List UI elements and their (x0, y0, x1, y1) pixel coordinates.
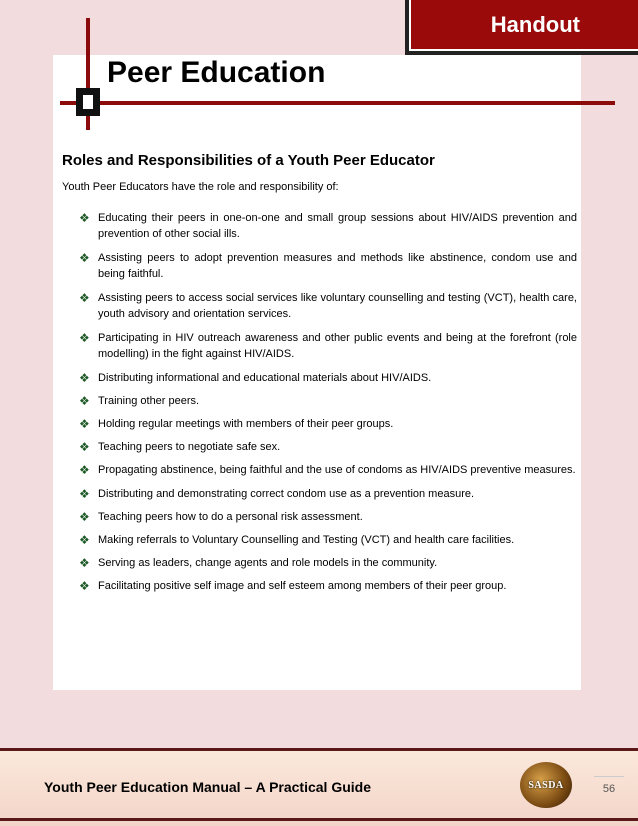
decorative-horizontal-line (60, 101, 615, 105)
diamond-bullet-icon: ❖ (79, 291, 90, 305)
diamond-bullet-icon: ❖ (79, 371, 90, 385)
list-item (79, 532, 577, 548)
footer-bottom-rule (0, 818, 638, 821)
list-item (79, 370, 577, 386)
handout-label: Handout (409, 0, 638, 51)
list-item-text: Distributing informational and educational materials about HIV/AIDS. (98, 372, 432, 384)
list-item (79, 290, 577, 322)
list-item-text: Assisting peers to access social services like voluntary counselling and testing (VCT), health care, youth advisory and orientation services. (98, 292, 577, 320)
list-item-text: Serving as leaders, change agents and role models in the community. (98, 557, 438, 569)
diamond-bullet-icon: ❖ (79, 510, 90, 524)
list-item-text: Making referrals to Voluntary Counselling and Testing (VCT) and health care facilities. (98, 534, 515, 546)
footer-top-rule (0, 748, 638, 751)
diamond-bullet-icon: ❖ (79, 579, 90, 593)
list-item-text: Propagating abstinence, being faithful and the use of condoms as HIV/AIDS preventive measures. (98, 464, 576, 476)
diamond-bullet-icon: ❖ (79, 417, 90, 431)
list-item-text: Holding regular meetings with members of their peer groups. (98, 418, 394, 430)
list-item-text: Participating in HIV outreach awareness and other public events and being at the forefront (role modelling) in the fight against HIV/AIDS. (98, 332, 577, 360)
list-item (79, 250, 577, 282)
diamond-bullet-icon: ❖ (79, 556, 90, 570)
list-item-text: Distributing and demonstrating correct condom use as a prevention measure. (98, 488, 475, 500)
diamond-bullet-icon: ❖ (79, 463, 90, 477)
list-item (79, 416, 577, 432)
corner-square-icon (76, 88, 100, 116)
list-item (79, 486, 577, 502)
diamond-bullet-icon: ❖ (79, 487, 90, 501)
diamond-bullet-icon: ❖ (79, 394, 90, 408)
list-item (79, 555, 577, 571)
list-item (79, 210, 577, 242)
list-item (79, 393, 577, 409)
intro-text: Youth Peer Educators have the role and responsibility of: (62, 181, 339, 193)
diamond-bullet-icon: ❖ (79, 211, 90, 225)
responsibilities-list (79, 210, 577, 601)
diamond-bullet-icon: ❖ (79, 251, 90, 265)
list-item (79, 462, 577, 478)
page-number: 56 (594, 776, 624, 795)
list-item-text: Facilitating positive self image and self esteem among members of their peer group. (98, 580, 507, 592)
diamond-bullet-icon: ❖ (79, 331, 90, 345)
logo-text: SASDA (528, 779, 564, 791)
list-item-text: Assisting peers to adopt prevention measures and methods like abstinence, condom use and being faithful. (98, 252, 577, 280)
section-heading: Roles and Responsibilities of a Youth Peer Educator (62, 152, 435, 169)
list-item (79, 578, 577, 594)
list-item-text: Teaching peers to negotiate safe sex. (98, 441, 281, 453)
diamond-bullet-icon: ❖ (79, 440, 90, 454)
list-item-text: Educating their peers in one-on-one and small group sessions about HIV/AIDS prevention and prevention of other social ills. (98, 212, 577, 240)
footer-title: Youth Peer Education Manual – A Practical Guide (44, 779, 371, 795)
list-item (79, 330, 577, 362)
handout-tab (405, 0, 638, 55)
list-item (79, 439, 577, 455)
page-title: Peer Education (107, 56, 326, 89)
list-item-text: Teaching peers how to do a personal risk assessment. (98, 511, 363, 523)
list-item-text: Training other peers. (98, 395, 200, 407)
list-item (79, 509, 577, 525)
sasda-logo (520, 762, 572, 808)
diamond-bullet-icon: ❖ (79, 533, 90, 547)
